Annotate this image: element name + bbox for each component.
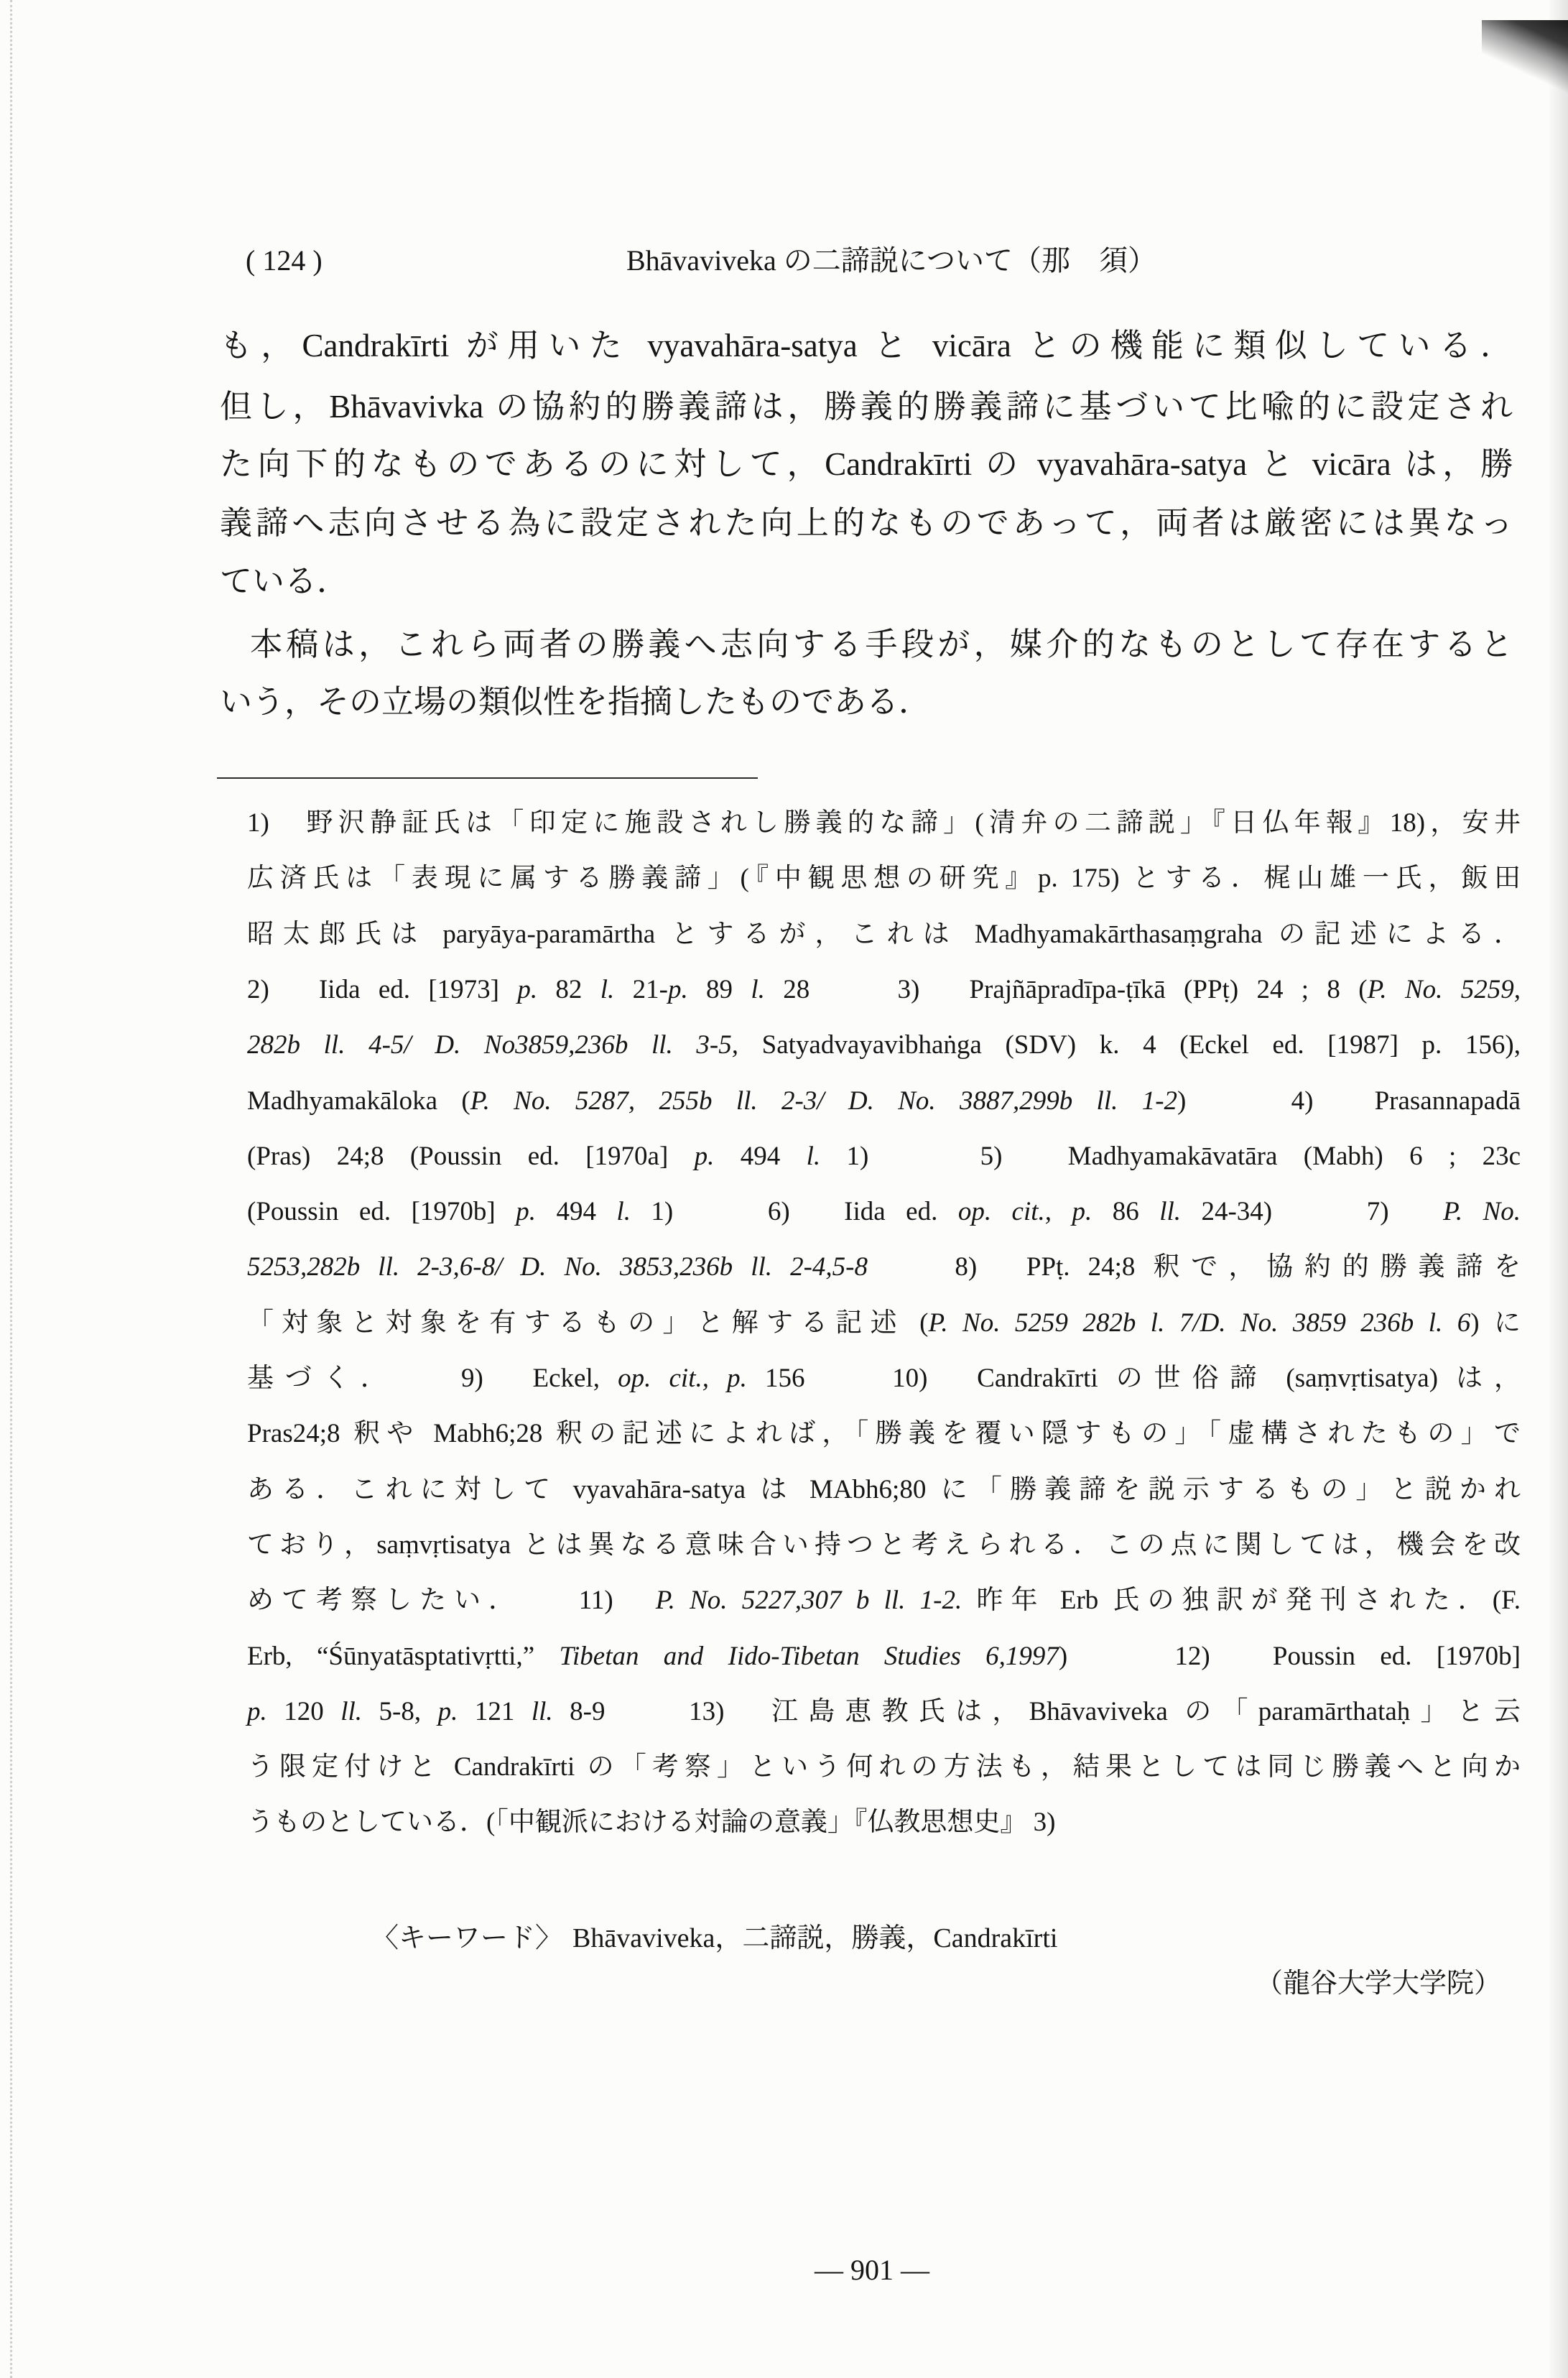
body-line: 義諦へ志向させる為に設定された向上的なものであって，両者は厳密には異なっ [220, 505, 1513, 541]
footnote-run: 24-34) 7) [1181, 1197, 1444, 1227]
keywords-text: Bhāvaviveka，二諦説，勝義，Candrakīrti [572, 1923, 1058, 1953]
footnote-run: 494 [714, 1141, 807, 1171]
page-curl-shadow [1482, 20, 1568, 99]
footnote-run: ) 4) Prasannapadā [1177, 1086, 1521, 1116]
footnote-run: Madhyamakāloka ( [247, 1086, 470, 1116]
footnote-italic-run: P. No. 5227,307 b ll. 1-2. [655, 1586, 962, 1616]
footnote-run: (Pras) 24;8 (Poussin ed. [1970a] [247, 1141, 695, 1171]
body-line: 本稿は，これら両者の勝義へ志向する手段が，媒介的なものとして存在すると [250, 626, 1513, 662]
footnote-run: Pras24;8 釈や Mabh6;28 釈の記述によれば，「勝義を覆い隠すもの」「虚構されたもの」で [247, 1419, 1521, 1449]
author-affiliation: （龍谷大学大学院） [1255, 1968, 1501, 1999]
footnote-run: 「対象と対象を有するもの」と解する記述 ( [247, 1308, 929, 1338]
footnote-run: う限定付けと Candrakīrti の「考察」という何れの方法も，結果としては同じ勝義へと向か [247, 1752, 1521, 1782]
footnote-line [247, 860, 1521, 897]
footnote-italic-run: p. [516, 1197, 536, 1227]
footnote-run: 21- [614, 974, 668, 1004]
footnote-line [247, 1527, 1521, 1564]
body-line: ている． [220, 563, 350, 599]
footnote-line [247, 1360, 1521, 1397]
body-line: も，Candrakīrti が用いた vyavahāra-satya と vicāra との機能に類似している． [220, 328, 1513, 364]
footnote-run: ある．これに対して vyavahāra-satya は MAbh6;80 に「勝義諦を説示するもの」と説かれ [247, 1474, 1521, 1504]
footnote-line [247, 971, 1521, 1009]
footnote-run: 昭太郎氏は paryāya-paramārtha とするが，これは Madhyamakārthasaṃgraha の記述による． [247, 919, 1521, 949]
footnote-line [247, 1582, 1521, 1619]
footnote-italic-run: op. cit., p. [957, 1197, 1093, 1227]
scan-edge-left [10, 0, 12, 2378]
footnote-run: Satyadvayavibhaṅga (SDV) k. 4 (Eckel ed. [1987] p. 156), [738, 1030, 1521, 1060]
footnote-run: 昨年 Erb 氏の独訳が発刊された．(F. [962, 1586, 1521, 1616]
keywords [371, 1920, 1057, 1957]
footnote-line [247, 1305, 1521, 1342]
footnote-run: 8-9 13) 江島恵教氏は，Bhāvaviveka の「paramārthataḥ」と云 [552, 1696, 1521, 1726]
footnote-run: 121 [458, 1696, 532, 1726]
footnote-run: Erb, “Śūnyatāsptativṛtti,” [247, 1641, 560, 1671]
footnote-run: 広済氏は「表現に属する勝義諦」(『中観思想の研究』p. 175) とする．梶山雄一氏，飯田 [247, 864, 1521, 894]
footnote-run: 82 [537, 974, 600, 1004]
footnote-italic-run: Tibetan and Iido-Tibetan Studies 6,1997 [559, 1641, 1059, 1671]
footnote-italic-run: ll. [1159, 1197, 1182, 1227]
footnote-line [247, 805, 1521, 842]
body-line: 但し，Bhāvavivka の協約的勝義諦は，勝義的勝義諦に基づいて比喩的に設定され [220, 389, 1513, 425]
footnote-italic-run: p. [667, 974, 688, 1004]
footnote-rule [217, 777, 758, 779]
footnote-run: 2) Iida ed. [1973] [247, 974, 518, 1004]
footnote-line [247, 1193, 1521, 1231]
footnote-line [247, 1638, 1521, 1675]
footnote-italic-run: P. No. 5259, [1367, 974, 1521, 1004]
keywords-label: 〈キーワード〉 [371, 1923, 563, 1953]
footnote-italic-run: l. [616, 1197, 631, 1227]
footnote-run: 1) 5) Madhyamakāvatāra (Mabh) 6 ; 23c [820, 1141, 1521, 1171]
footnote-italic-run: ll. [531, 1696, 553, 1726]
footnote-line [247, 1138, 1521, 1175]
page-number: ― 901 ― [815, 2254, 929, 2286]
footnote-italic-run: P. No. 5259 282b l. 7/D. No. 3859 236b l. 6 [928, 1308, 1471, 1338]
footnote-italic-run: 282b ll. 4-5/ D. No3859,236b ll. 3-5, [247, 1030, 739, 1060]
page-label: ( 124 ) [246, 244, 323, 277]
footnote-run: 8) PPṭ. 24;8 釈で，協約的勝義諦を [868, 1252, 1521, 1282]
footnote-line [247, 1027, 1521, 1064]
footnote-italic-run: p. [437, 1696, 458, 1726]
footnote-line [247, 1471, 1521, 1509]
footnote-italic-run: l. [806, 1141, 821, 1171]
footnote-run: うものとしている．(「中観派における対論の意義」『仏教思想史』 3) [247, 1808, 1056, 1838]
footnote-run: ており，saṃvṛtisatya とは異なる意味合い持つと考えられる．この点に関しては，機会を改 [247, 1530, 1521, 1560]
footnote-italic-run: P. No. 5287, 255b ll. 2-3/ D. No. 3887,299b ll. 1-2 [470, 1086, 1178, 1116]
footnote-italic-run: P. No. [1443, 1197, 1521, 1227]
footnote-italic-run: l. [600, 974, 615, 1004]
footnote-run: 120 [266, 1696, 341, 1726]
footnote-line [247, 1804, 1521, 1841]
footnote-run: ) 12) Poussin ed. [1970b] [1058, 1641, 1521, 1671]
footnote-run: めて考察したい． 11) [247, 1586, 656, 1616]
footnote-line [247, 1749, 1521, 1786]
footnote-italic-run: l. [751, 974, 765, 1004]
running-title: Bhāvaviveka の二諦説について（那 須） [626, 244, 1157, 277]
footnote-run: 494 [535, 1197, 617, 1227]
scan-edge-right [1548, 0, 1568, 2378]
body-line: た向下的なものであるのに対して，Candrakīrti の vyavahāra-satya と vicāra は，勝 [220, 446, 1513, 482]
footnote-run: (Poussin ed. [1970b] [247, 1197, 516, 1227]
footnote-run: 1) 6) Iida ed. [630, 1197, 958, 1227]
footnote-italic-run: p. [517, 974, 538, 1004]
footnote-line [247, 916, 1521, 953]
footnote-run: 5-8, [362, 1696, 438, 1726]
footnote-line [247, 1249, 1521, 1286]
footnote-run: 156 10) Candrakīrti の世俗諦 (saṃvṛtisatya) は， [746, 1364, 1521, 1393]
footnote-run: 86 [1092, 1197, 1160, 1227]
footnote-run: 28 3) Prajñāpradīpa-ṭīkā (PPṭ) 24 ; 8 ( [764, 974, 1368, 1004]
footnote-run: 基づく． 9) Eckel, [247, 1364, 618, 1393]
footnote-italic-run: ll. [340, 1696, 363, 1726]
body-line: いう，その立場の類似性を指摘したものである． [220, 684, 932, 720]
footnote-italic-run: p. [694, 1141, 715, 1171]
footnote-line [247, 1415, 1521, 1453]
footnote-run: ) に [1470, 1308, 1521, 1338]
footnote-italic-run: 5253,282b ll. 2-3,6-8/ D. No. 3853,236b ll. 2-4,5-8 [247, 1252, 868, 1282]
footnote-run: 1) 野沢静証氏は「印定に施設されし勝義的な諦」(清弁の二諦説」『日仏年報』18)，安井 [247, 808, 1521, 838]
footnote-run: 89 [687, 974, 751, 1004]
footnote-italic-run: p. [247, 1696, 267, 1726]
footnote-line [247, 1083, 1521, 1120]
footnote-line [247, 1693, 1521, 1731]
footnote-italic-run: op. cit., p. [618, 1364, 747, 1393]
